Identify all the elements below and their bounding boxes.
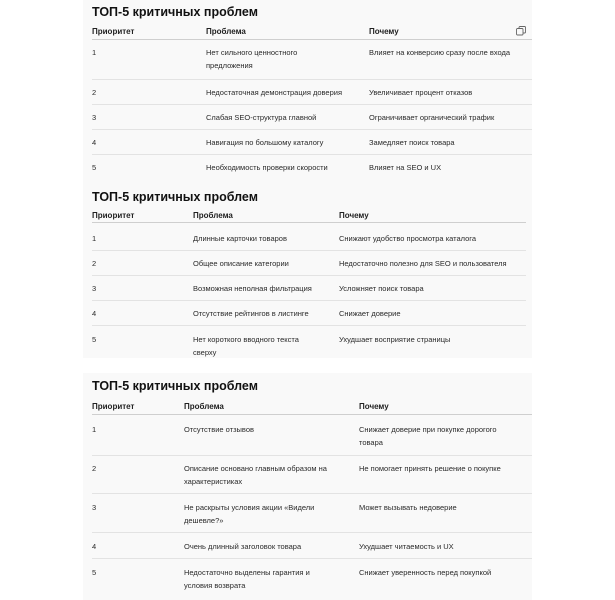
row-divider <box>92 493 532 494</box>
row-problem: Длинные карточки товаров <box>193 234 287 243</box>
row-problem: Недостаточно выделены гарантия и условия возврата <box>184 568 310 590</box>
table-title: ТОП-5 критичных проблем <box>92 5 258 19</box>
header-divider <box>92 39 532 40</box>
header-divider <box>92 414 532 415</box>
row-why: Ухудшает восприятие страницы <box>339 335 451 344</box>
row-priority: 2 <box>92 259 97 268</box>
row-why: Ограничивает органический трафик <box>369 113 495 122</box>
row-priority: 5 <box>92 163 97 172</box>
row-why: Влияет на SEO и UX <box>369 163 442 172</box>
row-why: Снижают удобство просмотра каталога <box>339 234 477 243</box>
row-problem: Возможная неполная фильтрация <box>193 284 312 293</box>
row-problem: Навигация по большому каталогу <box>206 138 324 147</box>
copy-icon[interactable] <box>516 26 526 36</box>
row-priority: 1 <box>92 425 97 434</box>
row-priority: 3 <box>92 284 97 293</box>
header-problem: Проблема <box>193 211 233 220</box>
row-divider <box>92 532 532 533</box>
row-priority: 1 <box>92 48 97 57</box>
row-divider <box>92 455 532 456</box>
row-priority: 5 <box>92 335 97 344</box>
header-problem: Проблема <box>206 27 246 36</box>
issues-table-1 <box>83 0 532 184</box>
row-why: Не помогает принять решение о покупке <box>359 464 501 473</box>
row-why: Снижает доверие при покупке дорогого товара <box>359 425 497 447</box>
header-problem: Проблема <box>184 402 224 411</box>
row-priority: 3 <box>92 503 97 512</box>
row-divider <box>92 154 532 155</box>
row-why: Ухудшает читаемость и UX <box>359 542 454 551</box>
header-divider <box>92 222 526 223</box>
row-problem: Очень длинный заголовок товара <box>184 542 302 551</box>
table-title: ТОП-5 критичных проблем <box>92 379 258 393</box>
row-why: Снижает доверие <box>339 309 401 318</box>
row-priority: 4 <box>92 138 97 147</box>
row-priority: 2 <box>92 464 97 473</box>
row-priority: 4 <box>92 542 97 551</box>
issues-table-3 <box>83 373 532 600</box>
row-priority: 1 <box>92 234 97 243</box>
row-problem: Отсутствие отзывов <box>184 425 254 434</box>
row-problem: Необходимость проверки скорости <box>206 163 328 172</box>
row-divider <box>92 104 532 105</box>
row-why: Замедляет поиск товара <box>369 138 455 147</box>
row-why: Может вызывать недоверие <box>359 503 457 512</box>
row-divider <box>92 325 526 326</box>
row-divider <box>92 558 532 559</box>
header-priority: Приоритет <box>92 402 135 411</box>
row-divider <box>92 129 532 130</box>
row-problem: Нет короткого вводного текста сверху <box>193 335 299 357</box>
row-why: Влияет на конверсию сразу после входа <box>369 48 511 57</box>
row-priority: 2 <box>92 88 97 97</box>
row-why: Недостаточно полезно для SEO и пользователя <box>339 259 507 268</box>
row-priority: 5 <box>92 568 97 577</box>
row-problem: Нет сильного ценностного предложения <box>206 48 298 70</box>
row-problem: Отсутствие рейтингов в листинге <box>193 309 309 318</box>
row-problem: Общее описание категории <box>193 259 289 268</box>
row-priority: 4 <box>92 309 97 318</box>
row-divider <box>92 79 532 80</box>
issues-table-2 <box>83 184 532 358</box>
row-problem: Описание основано главным образом на характеристиках <box>184 464 327 486</box>
header-why: Почему <box>339 211 369 220</box>
row-divider <box>92 275 526 276</box>
row-why: Увеличивает процент отказов <box>369 88 473 97</box>
row-problem: Слабая SEO-структура главной <box>206 113 317 122</box>
header-why: Почему <box>359 402 389 411</box>
row-why: Снижает уверенность перед покупкой <box>359 568 492 577</box>
header-priority: Приоритет <box>92 27 135 36</box>
header-why: Почему <box>369 27 399 36</box>
row-why: Усложняет поиск товара <box>339 284 424 293</box>
table-title: ТОП-5 критичных проблем <box>92 190 258 204</box>
row-divider <box>92 250 526 251</box>
row-problem: Недостаточная демонстрация доверия <box>206 88 343 97</box>
row-divider <box>92 300 526 301</box>
row-priority: 3 <box>92 113 97 122</box>
header-priority: Приоритет <box>92 211 135 220</box>
row-problem: Не раскрыты условия акции «Видели дешевле?» <box>184 503 315 525</box>
